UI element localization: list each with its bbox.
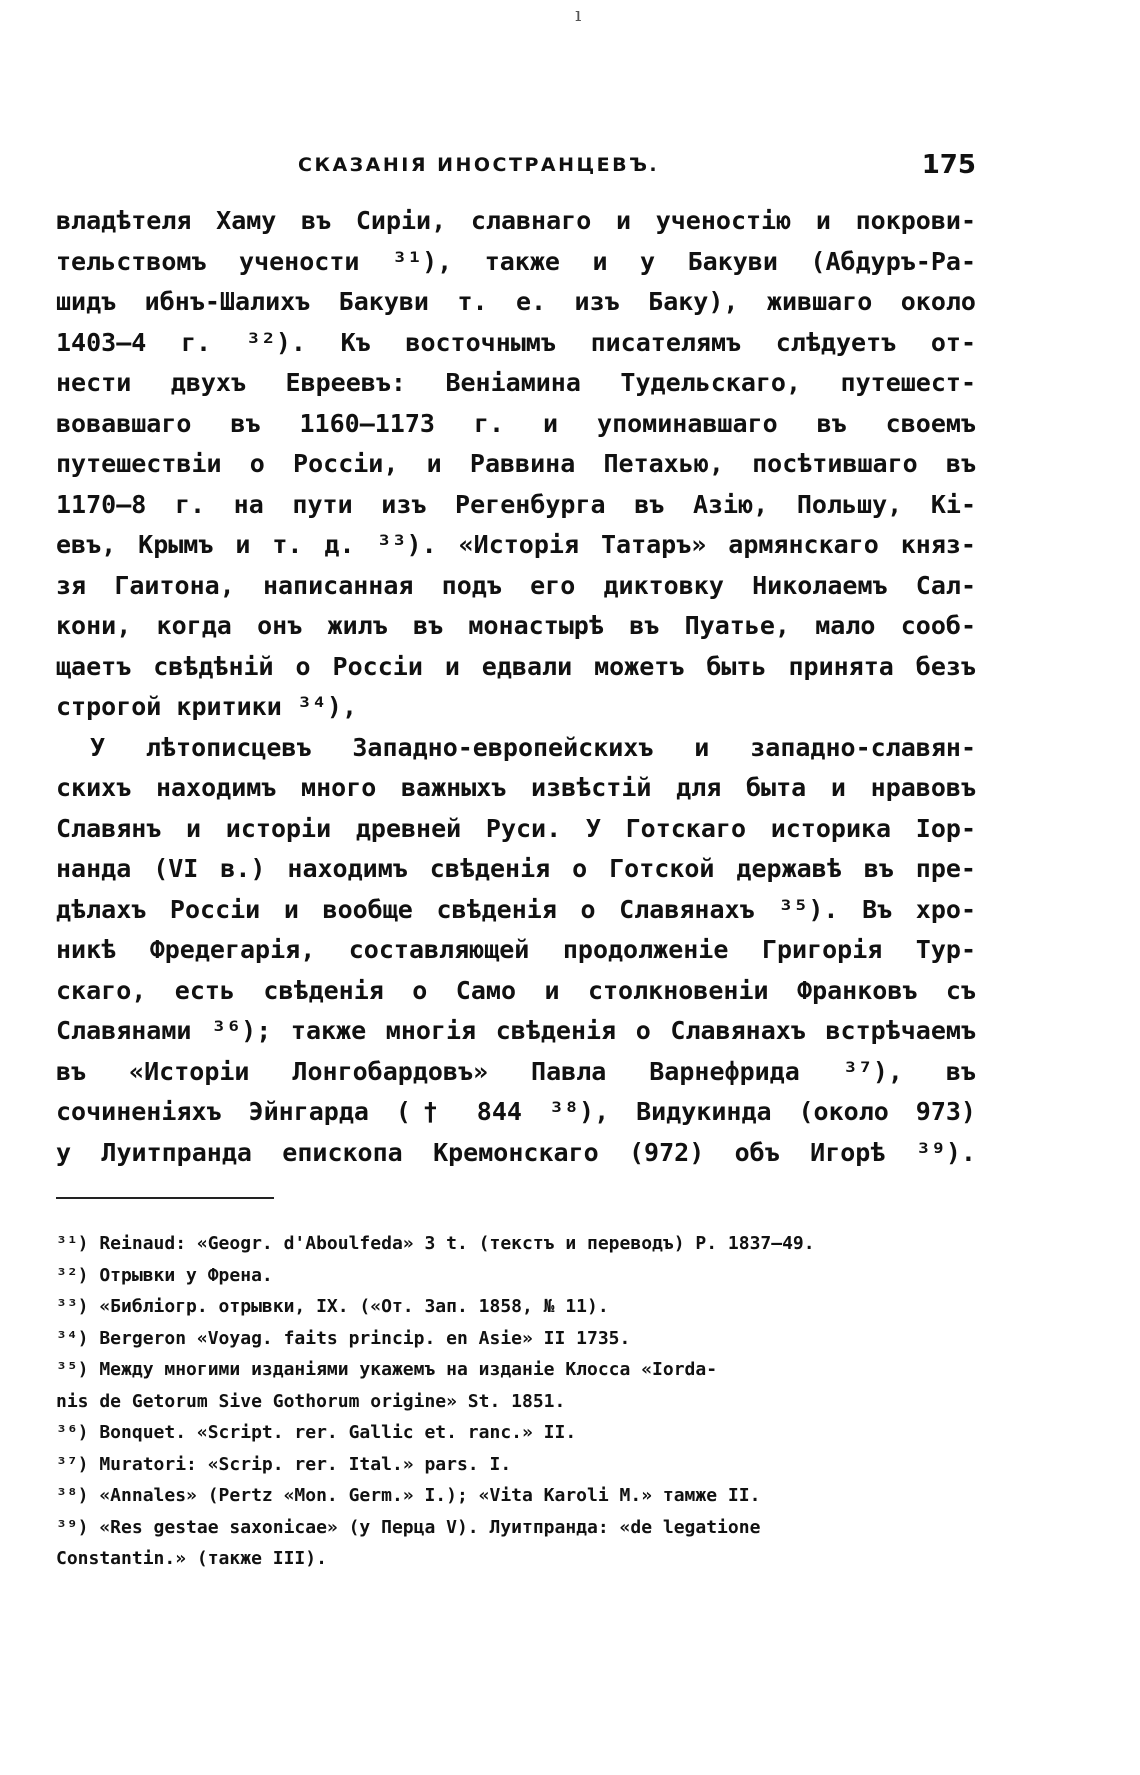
body-line: зя Гаитона, написанная подъ его диктовку Николаемъ Сал- [56,570,976,600]
body-line: никѣ Фредегарія, составляющей продолженіе Григорія Тур- [56,935,976,964]
body-line: щаетъ свѣдѣній о Россіи и едвали можетъ быть принята безъ [56,651,976,681]
body-line: нести двухъ Евреевъ: Веніамина Тудельскаго, путешест- [56,368,976,397]
footnote: ³⁹) «Res gestae saxonicae» (у Перца V). Луитпранда: «de legatione [56,1516,761,1538]
body-line: скаго, есть свѣденія о Само и столкновеніи Франковъ съ [56,975,976,1005]
footnote: ³²) Отрывки у Френа. [56,1264,273,1286]
top-margin-mark: ı [575,2,582,26]
footnote: ³⁵) Между многими изданіями укажемъ на изданіе Клосса «Iorda- [56,1359,718,1380]
body-line: въ «Исторіи Лонгобардовъ» Павла Варнефрида ³⁷), въ [56,1056,976,1086]
footnotes [56,1228,936,1575]
footnote: ³¹) Reinaud: «Geogr. d'Aboulfeda» 3 t. (текстъ и переводъ) P. 1837—49. [56,1233,815,1254]
body-line: 1170—8 г. на пути изъ Регенбурга въ Азію, Польшу, Кі- [56,489,976,519]
body-line: владѣтеля Хаму въ Сиріи, славнаго и ученостію и покрови- [56,206,976,235]
body-line: строгой критики ³⁴), [56,692,358,721]
body-line: у Луитпранда епископа Кремонскаго (972) объ Игорѣ ³⁹). [56,1137,976,1167]
footnote: ³⁴) Bergeron «Voyag. faits princip. en Asie» II 1735. [56,1327,631,1349]
body-line: дѣлахъ Россіи и вообще свѣденія о Славянахъ ³⁵). Въ хро- [56,894,976,924]
body-line: скихъ находимъ много важныхъ извѣстій для быта и нравовъ [56,773,976,802]
body-line: У лѣтописцевъ Западно-европейскихъ и западно-славян- [90,732,976,762]
page-number: 175 [921,150,976,180]
body-line: сочиненіяхъ Эйнгарда († 844 ³⁸), Видукинда (около 973) [56,1097,976,1126]
body-line: 1403—4 г. ³²). Къ восточнымъ писателямъ слѣдуетъ от- [56,327,976,357]
body-line: евъ, Крымъ и т. д. ³³). «Исторія Татаръ» армянскаго княз- [56,530,976,559]
footnote: ³³) «Библіогр. отрывки, IX. («От. Зап. 1858, № 11). [56,1296,609,1317]
footnote: ³⁸) «Annales» (Pertz «Mon. Germ.» I.); «Vita Karoli M.» тамже II. [56,1485,761,1506]
body-line: шидъ ибнъ-Шалихъ Бакуви т. е. изъ Баку), жившаго около [56,287,976,316]
footnote: Constantin.» (также III). [56,1548,327,1569]
footnote: nis de Getorum Sive Gothorum origine» St. 1851. [56,1390,566,1412]
body-line: тельствомъ учености ³¹), также и у Бакуви (Абдуръ-Ра- [56,246,976,276]
body-text [56,201,976,1173]
body-line: Славянами ³⁶); также многія свѣденія о Славянахъ встрѣчаемъ [56,1016,976,1045]
body-line: путешествіи о Россіи, и Раввина Петахью, посѣтившаго въ [56,449,976,478]
body-line: кони, когда онъ жилъ въ монастырѣ въ Пуатье, мало сооб- [56,611,976,640]
footnote-separator [56,1197,274,1199]
footnote: ³⁶) Bonquet. «Script. rer. Gallic et. ranc.» II. [56,1422,577,1443]
body-line: вовавшаго въ 1160—1173 г. и упоминавшаго въ своемъ [56,408,976,438]
body-line: Славянъ и исторіи древней Руси. У Готскаго историка Іор- [56,813,976,843]
running-head: СКАЗАНІЯ ИНОСТРАНЦЕВЪ. [298,154,660,176]
body-line: нанда (VI в.) находимъ свѣденія о Готской державѣ въ пре- [56,854,976,883]
footnote: ³⁷) Muratori: «Scrip. rer. Ital.» pars. I. [56,1453,512,1475]
page-header [298,150,976,190]
